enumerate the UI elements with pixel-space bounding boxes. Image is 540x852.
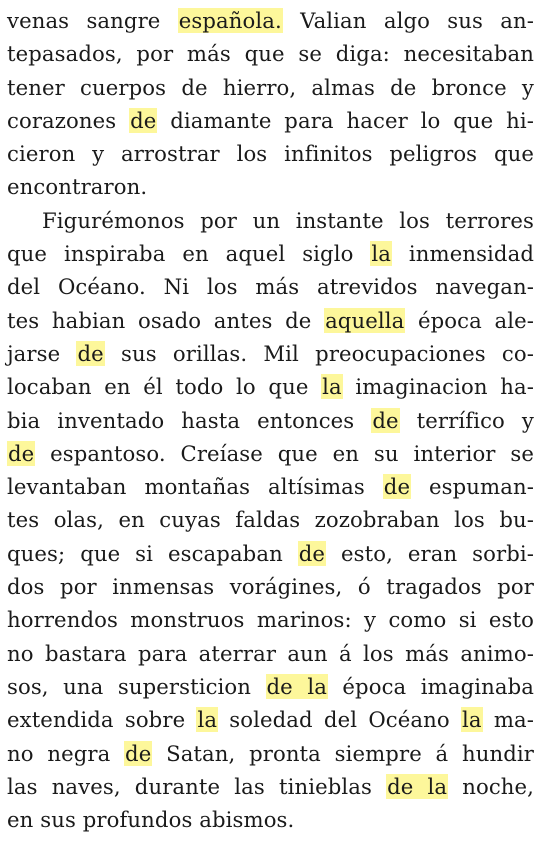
text-segment: ques; que si escapaban xyxy=(7,540,298,566)
text-segment: noche, xyxy=(448,773,535,799)
text-segment: tes olas, en cuyas faldas zozobraban los bu- xyxy=(7,507,534,533)
text-line xyxy=(7,670,534,703)
highlighted-word: aquella xyxy=(325,307,405,333)
text-line xyxy=(7,37,534,70)
text-line xyxy=(7,337,534,370)
text-segment: venas sangre xyxy=(7,8,178,33)
text-line xyxy=(7,737,534,770)
highlighted-word: española. xyxy=(178,8,282,33)
text-segment: época ale- xyxy=(405,307,535,333)
text-segment: soledad del Océano xyxy=(218,707,461,733)
text-line xyxy=(7,770,534,803)
text-segment: Satan, pronta siempre á hundir xyxy=(152,740,534,766)
highlighted-word: de xyxy=(125,740,152,766)
text-segment: extendida sobre xyxy=(7,707,197,733)
text-line xyxy=(7,437,534,470)
highlighted-word: de la xyxy=(387,773,448,799)
text-line xyxy=(7,304,534,337)
text-segment: Figurémonos por un instante los terrores xyxy=(42,207,534,233)
text-segment: tes habian osado antes de xyxy=(7,307,325,333)
highlighted-word: de xyxy=(77,340,104,366)
text-segment: sos, una supersticion xyxy=(7,673,266,699)
text-segment: en sus profundos abismos. xyxy=(7,807,295,833)
text-segment: imaginacion ha- xyxy=(342,374,535,400)
text-segment: esto, eran sorbi- xyxy=(326,540,535,566)
text-segment: corazones xyxy=(7,107,130,133)
text-segment: época imaginaba xyxy=(327,673,534,699)
text-segment: levantaban montañas altísimas xyxy=(7,474,383,500)
text-segment: sus orillas. Mil preocupaciones co- xyxy=(104,340,535,366)
text-line xyxy=(7,370,534,403)
text-segment: las naves, durante las tinieblas xyxy=(7,773,387,799)
text-segment: cieron y arrostrar los infinitos peligros que xyxy=(7,141,534,167)
text-line xyxy=(7,503,534,536)
text-line xyxy=(7,4,534,37)
highlighted-word: de la xyxy=(266,673,327,699)
text-segment: del Océano. Ni los más atrevidos navegan- xyxy=(7,274,534,300)
text-line xyxy=(7,204,534,237)
text-line xyxy=(7,270,534,303)
text-segment: espantoso. Creíase que en su interior se xyxy=(35,440,534,466)
text-line xyxy=(7,170,534,203)
highlighted-word: de xyxy=(130,107,157,133)
text-segment: Valian algo sus an- xyxy=(282,8,534,33)
text-segment: terrífico y xyxy=(399,407,535,433)
text-line xyxy=(7,137,534,170)
text-segment: diamante para hacer lo que hi- xyxy=(157,107,535,133)
text-segment: locaban en él todo lo que xyxy=(7,374,322,400)
text-line xyxy=(7,637,534,670)
text-segment: no negra xyxy=(7,740,125,766)
text-line xyxy=(7,703,534,736)
text-line xyxy=(7,537,534,570)
text-line xyxy=(7,570,534,603)
text-segment: ma- xyxy=(482,707,535,733)
highlighted-word: la xyxy=(197,707,218,733)
text-segment: que inspiraba en aquel siglo xyxy=(7,241,371,267)
text-segment: encontraron. xyxy=(7,174,148,200)
text-line xyxy=(7,603,534,636)
highlighted-word: la xyxy=(461,707,482,733)
text-segment: dos por inmensas vorágines, ó tragados por xyxy=(7,574,534,600)
text-segment: tener cuerpos de hierro, almas de bronce y xyxy=(7,74,534,100)
text-line xyxy=(7,404,534,437)
text-segment: espuman- xyxy=(411,474,534,500)
highlighted-word: de xyxy=(372,407,399,433)
text-segment: jarse xyxy=(7,340,77,366)
text-line xyxy=(7,803,534,836)
text-line xyxy=(7,470,534,503)
text-segment: no bastara para aterrar aun á los más animo- xyxy=(7,640,534,666)
text-segment: inmensidad xyxy=(391,241,534,267)
highlighted-word: de xyxy=(8,440,35,466)
text-line xyxy=(7,237,534,270)
text-segment: bia inventado hasta entonces xyxy=(7,407,372,433)
text-line xyxy=(7,71,534,104)
highlighted-word: de xyxy=(298,540,326,566)
highlighted-word: de xyxy=(383,474,411,500)
highlighted-word: la xyxy=(371,241,391,267)
text-line xyxy=(7,104,534,137)
text-segment: horrendos monstruos marinos: y como si esto xyxy=(7,607,534,633)
highlighted-word: la xyxy=(322,374,342,400)
text-segment: tepasados, por más que se diga: necesitaban xyxy=(7,41,534,67)
